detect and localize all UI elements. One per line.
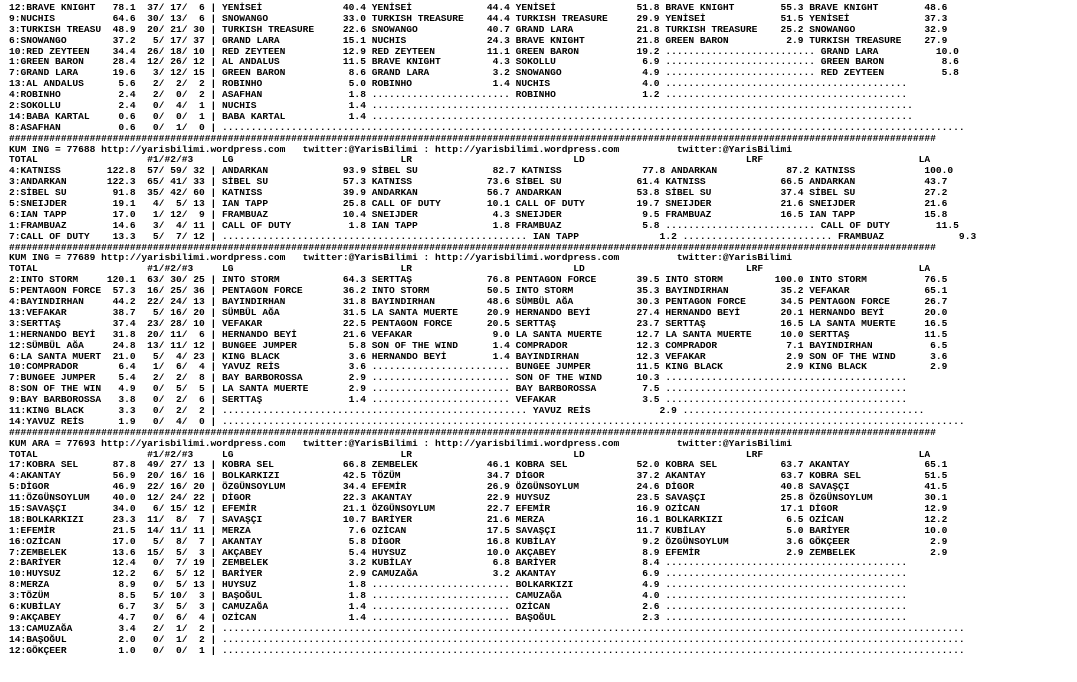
result-row: 2:SİBEL SU 91.8 35/ 42/ 60 | KATNISS 39.9 ANDARKAN 56.7 ANDARKAN 53.8 SİBEL SU 37.4 SİBEL SU 27.2 — [9, 187, 948, 199]
race-header-line: KUM ING = 77688 http://yarisbilimi.wordpress.com twitter:@YarisBilimi : http://yarisbilimi.wordpress.com twitter:@YarisBilimi — [9, 143, 792, 155]
result-row: 9:NUCHIS 64.6 30/ 13/ 6 | SNOWANGO 33.0 TURKISH TREASURE 44.4 TURKISH TREASURE 29.9 YENİSEİ 51.5 YENİSEİ 37.3 — [9, 12, 948, 24]
result-row: 7:BUNGEE JUMPER 5.4 2/ 2/ 8 | BAY BARBOROSSA 2.9 ........................ SON OF THE WIND 10.3 .......................................... — [9, 372, 908, 384]
result-row: 6:SNOWANGO 37.2 5/ 17/ 37 | GRAND LARA 15.1 NUCHIS 24.3 BRAVE KNIGHT 21.8 GREEN BARON 2.9 TURKISH TREASURE 27.9 — [9, 34, 948, 46]
result-row: 14:BAŞOĞUL 2.0 0/ 1/ 2 | ................................................................................................................................. — [9, 633, 965, 645]
result-row: 6:KUBİLAY 6.7 3/ 5/ 3 | CAMUZAĞA 1.4 ........................ OZİCAN 2.6 .......................................... — [9, 600, 908, 612]
result-row: 12:BRAVE KNIGHT 78.1 37/ 17/ 6 | YENİSEİ 40.4 YENİSEİ 44.4 YENİSEİ 51.8 BRAVE KNIGHT 55.3 BRAVE KNIGHT 48.6 — [9, 2, 948, 13]
column-header-line: TOTAL #1/#2/#3 LG LR LD LRF LA — [9, 154, 931, 166]
result-row: 4:ROBINHO 2.4 2/ 0/ 2 | ASAFHAN 1.8 ........................ ROBINHO 1.2 .......................................... — [9, 89, 908, 101]
race-header-line: KUM ING = 77689 http://yarisbilimi.wordpress.com twitter:@YarisBilimi : http://yarisbilimi.wordpress.com twitter:@YarisBilimi — [9, 252, 792, 264]
result-row: 4:BAYINDIRHAN 44.2 22/ 24/ 13 | BAYINDIRHAN 31.8 BAYINDIRHAN 48.6 SÜMBÜL AĞA 30.3 PENTAGON FORCE 34.5 PENTAGON FORCE 26.7 — [9, 296, 948, 308]
result-row: 18:BOLKARKIZI 23.3 11/ 8/ 7 | SAVAŞÇI 10.7 BARİYER 21.6 MERZA 16.1 BOLKARKIZI 6.5 OZİCAN 12.2 — [9, 513, 948, 525]
result-row: 10:RED ZEYTEEN 34.4 26/ 18/ 10 | RED ZEYTEEN 12.9 RED ZEYTEEN 11.1 GREEN BARON 19.2 .......................... GRAND LARA 10.0 — [9, 45, 959, 57]
result-row: 17:KOBRA SEL 87.8 49/ 27/ 13 | KOBRA SEL 66.8 ZEMBELEK 46.1 KOBRA SEL 52.0 KOBRA SEL 63.7 AKANTAY 65.1 — [9, 459, 948, 471]
result-row: 6:IAN TAPP 17.0 1/ 12/ 9 | FRAMBUAZ 10.4 SNEIJDER 4.3 SNEIJDER 9.5 FRAMBUAZ 16.5 IAN TAPP 15.8 — [9, 208, 948, 220]
result-row: 6:LA SANTA MUERT 21.0 5/ 4/ 23 | KING BLACK 3.6 HERNANDO BEYİ 1.4 BAYINDIRHAN 12.3 VEFAKAR 2.9 SON OF THE WIND 3.6 — [9, 350, 948, 362]
result-row: 3:TÖZÜM 8.5 5/ 10/ 3 | BAŞOĞUL 1.8 ........................ CAMUZAĞA 4.0 .......................................... — [9, 590, 908, 602]
result-row: 7:CALL OF DUTY 13.3 5/ 7/ 12 | ..................................................... IAN TAPP 1.2 .......................... FRAMBUAZ 9.3 — [9, 230, 977, 242]
result-row: 3:ANDARKAN 122.3 65/ 41/ 33 | SİBEL SU 57.3 KATNISS 73.6 SİBEL SU 61.4 KATNISS 66.5 ANDARKAN 43.7 — [9, 176, 948, 188]
separator-line: ################################################################################################################################################################# — [9, 241, 936, 253]
result-row: 1:FRAMBUAZ 14.6 3/ 4/ 11 | CALL OF DUTY 1.8 IAN TAPP 1.8 FRAMBUAZ 5.8 .......................... CALL OF DUTY 11.5 — [9, 219, 959, 231]
race-statistics-text — [9, 3, 976, 656]
separator-line: ################################################################################################################################################################# — [9, 426, 936, 438]
result-row: 1:EFEMİR 21.5 14/ 11/ 11 | MERZA 7.6 OZİCAN 17.5 SAVAŞÇI 11.7 KUBİLAY 5.0 BARİYER 10.0 — [9, 524, 948, 536]
result-row: 2:SOKOLLU 2.4 0/ 4/ 1 | NUCHIS 1.4 .............................................................................................. — [9, 100, 913, 112]
result-row: 2:INTO STORM 120.1 63/ 30/ 25 | INTO STORM 64.3 SERTTAŞ 76.8 PENTAGON FORCE 39.5 INTO STORM 100.0 INTO STORM 76.5 — [9, 274, 948, 286]
column-header-line: TOTAL #1/#2/#3 LG LR LD LRF LA — [9, 263, 931, 275]
result-row: 7:GRAND LARA 19.6 3/ 12/ 15 | GREEN BARON 8.6 GRAND LARA 3.2 SNOWANGO 4.9 .......................... RED ZEYTEEN 5.8 — [9, 67, 959, 79]
result-row: 5:SNEIJDER 19.1 4/ 5/ 13 | IAN TAPP 25.8 CALL OF DUTY 10.1 CALL OF DUTY 19.7 SNEIJDER 21.6 SNEIJDER 21.6 — [9, 198, 948, 210]
result-row: 12:SÜMBÜL AĞA 24.8 13/ 11/ 12 | BUNGEE JUMPER 5.8 SON OF THE WIND 1.4 COMPRADOR 12.3 COMPRADOR 7.1 BAYINDIRHAN 6.5 — [9, 339, 948, 351]
result-row: 13:VEFAKAR 38.7 5/ 16/ 20 | SÜMBÜL AĞA 31.5 LA SANTA MUERTE 20.9 HERNANDO BEYİ 27.4 HERNANDO BEYİ 20.1 HERNANDO BEYİ 20.0 — [9, 306, 948, 318]
result-row: 10:HUYSUZ 12.2 6/ 5/ 12 | BARİYER 2.9 CAMUZAĞA 3.2 AKANTAY 6.9 .......................................... — [9, 568, 908, 580]
result-row: 8:ASAFHAN 0.6 0/ 1/ 0 | ................................................................................................................................. — [9, 121, 965, 133]
result-row: 3:TURKISH TREASU 48.9 20/ 21/ 30 | TURKISH TREASURE 22.6 SNOWANGO 40.7 GRAND LARA 21.8 TURKISH TREASURE 25.2 SNOWANGO 32.9 — [9, 23, 948, 35]
result-row: 5:PENTAGON FORCE 57.3 16/ 25/ 36 | PENTAGON FORCE 36.2 INTO STORM 50.5 INTO STORM 35.3 BAYINDIRHAN 35.2 VEFAKAR 65.1 — [9, 285, 948, 297]
result-row: 13:AL ANDALUS 5.6 2/ 2/ 2 | ROBINHO 5.0 ROBINHO 1.4 NUCHIS 4.0 .......................................... — [9, 78, 908, 90]
result-row: 4:KATNISS 122.8 57/ 59/ 32 | ANDARKAN 93.9 SİBEL SU 82.7 KATNISS 77.8 ANDARKAN 87.2 KATNISS 100.0 — [9, 165, 954, 177]
result-row: 14:YAVUZ REİS 1.9 0/ 4/ 0 | ................................................................................................................................. — [9, 415, 965, 427]
result-row: 5:DİGOR 46.9 22/ 16/ 20 | ÖZGÜNSOYLUM 34.4 EFEMİR 26.9 ÖZGÜNSOYLUM 24.6 DİGOR 40.8 SAVAŞÇI 41.5 — [9, 481, 948, 493]
result-row: 11:ÖZGÜNSOYLUM 40.0 12/ 24/ 22 | DİGOR 22.3 AKANTAY 22.9 HUYSUZ 23.5 SAVAŞÇI 25.8 ÖZGÜNSOYLUM 30.1 — [9, 492, 948, 504]
result-row: 14:BABA KARTAL 0.6 0/ 0/ 1 | BABA KARTAL 1.4 .............................................................................................. — [9, 110, 913, 122]
result-row: 8:SON OF THE WIN 4.9 0/ 5/ 5 | LA SANTA MUERTE 2.9 ........................ BAY BARBOROSSA 7.5 .......................................... — [9, 383, 908, 395]
result-row: 9:BAY BARBOROSSA 3.8 0/ 2/ 6 | SERTTAŞ 1.4 ........................ VEFAKAR 3.5 .......................................... — [9, 394, 908, 406]
result-row: 3:SERTTAŞ 37.4 23/ 28/ 10 | VEFAKAR 22.5 PENTAGON FORCE 20.5 SERTTAŞ 23.7 SERTTAŞ 16.5 LA SANTA MUERTE 16.5 — [9, 317, 948, 329]
result-row: 13:CAMUZAĞA 3.4 2/ 1/ 2 | ................................................................................................................................. — [9, 622, 965, 634]
result-row: 1:HERNANDO BEYİ 31.8 20/ 11/ 6 | HERNANDO BEYİ 21.6 VEFAKAR 9.0 LA SANTA MUERTE 12.7 LA SANTA MUERTE 10.0 SERTTAŞ 11.5 — [9, 328, 948, 340]
race-header-line: KUM ARA = 77693 http://yarisbilimi.wordpress.com twitter:@YarisBilimi : http://yarisbilimi.wordpress.com twitter:@YarisBilimi — [9, 437, 792, 449]
result-row: 8:MERZA 8.9 0/ 5/ 13 | HUYSUZ 1.8 ........................ BOLKARKIZI 4.9 .......................................... — [9, 579, 908, 591]
result-row: 11:KING BLACK 3.3 0/ 2/ 2 | ..................................................... YAVUZ REİS 2.9 .......................................... — [9, 404, 925, 416]
result-row: 16:OZİCAN 17.0 5/ 8/ 7 | AKANTAY 5.8 DİGOR 16.8 KUBİLAY 9.2 ÖZGÜNSOYLUM 3.6 GÖKÇEER 2.9 — [9, 535, 948, 547]
result-row: 15:SAVAŞÇI 34.0 6/ 15/ 12 | EFEMİR 21.1 ÖZGÜNSOYLUM 22.7 EFEMİR 16.9 OZİCAN 17.1 DİGOR 12.9 — [9, 502, 948, 514]
result-row: 4:AKANTAY 56.9 20/ 16/ 16 | BOLKARKIZI 42.5 TÖZÜM 34.7 DİGOR 37.2 AKANTAY 63.7 KOBRA SEL 51.5 — [9, 470, 948, 482]
separator-line: ################################################################################################################################################################# — [9, 132, 936, 144]
column-header-line: TOTAL #1/#2/#3 LG LR LD LRF LA — [9, 448, 931, 460]
result-row: 2:BARİYER 12.4 0/ 7/ 19 | ZEMBELEK 3.2 KUBİLAY 6.8 BARİYER 8.4 .......................................... — [9, 557, 908, 569]
result-row: 9:AKÇABEY 4.7 0/ 6/ 4 | OZİCAN 1.4 ........................ BAŞOĞUL 2.3 .......................................... — [9, 611, 908, 623]
result-row: 1:GREEN BARON 28.4 12/ 26/ 12 | AL ANDALUS 11.5 BRAVE KNIGHT 4.3 SOKOLLU 6.9 .......................... GREEN BARON 8.6 — [9, 56, 959, 68]
result-row: 10:COMPRADOR 6.4 1/ 6/ 4 | YAVUZ REİS 3.6 ........................ BUNGEE JUMPER 11.5 KING BLACK 2.9 KING BLACK 2.9 — [9, 361, 948, 373]
result-row: 12:GÖKÇEER 1.0 0/ 0/ 1 | ................................................................................................................................. — [9, 644, 965, 656]
result-row: 7:ZEMBELEK 13.6 15/ 5/ 3 | AKÇABEY 5.4 HUYSUZ 10.0 AKÇABEY 8.9 EFEMİR 2.9 ZEMBELEK 2.9 — [9, 546, 948, 558]
